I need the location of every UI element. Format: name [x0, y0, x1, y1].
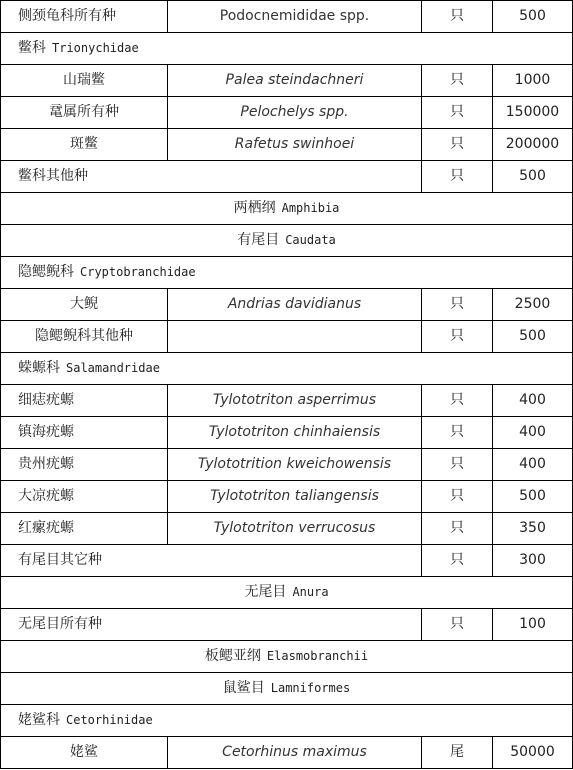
value-cell: 200000: [493, 129, 573, 161]
common-name-cell: 大鲵: [1, 289, 168, 321]
unit-cell: 只: [422, 545, 493, 577]
taxon-heading-cell: [1, 641, 573, 673]
table-row: [1, 481, 573, 513]
unit-cell: 尾: [422, 737, 493, 769]
family-header-cell: [1, 353, 573, 385]
scientific-name-cell: [168, 321, 422, 353]
table-row: [1, 353, 573, 385]
unit-cell: 只: [422, 97, 493, 129]
unit-cell: 只: [422, 385, 493, 417]
table-row: [1, 417, 573, 449]
scientific-name-cell: Tylototriton chinhaiensis: [168, 417, 422, 449]
unit-cell: 只: [422, 289, 493, 321]
value-cell: 500: [493, 321, 573, 353]
taxon-latin-name: Elasmobranchii: [266, 649, 369, 663]
common-name-cell: 隐鳃鲵科其他种: [1, 321, 168, 353]
common-name-cell: 侧颈龟科所有种: [1, 1, 168, 33]
taxon-latin-name: Caudata: [285, 233, 336, 247]
taxon-latin-name: Anura: [292, 585, 329, 599]
value-cell: 100: [493, 609, 573, 641]
taxon-chinese-name: 隐鳃鲵科: [18, 264, 74, 280]
unit-cell: 只: [422, 449, 493, 481]
taxon-latin-name: Cetorhinidae: [66, 713, 153, 727]
taxon-chinese-name: 鼠鲨目: [222, 680, 265, 696]
table-row: [1, 65, 573, 97]
scientific-name-cell: Podocnemididae spp.: [168, 1, 422, 33]
taxon-latin-name: Lamniformes: [270, 681, 351, 695]
value-cell: 400: [493, 417, 573, 449]
table-row: [1, 225, 573, 257]
value-cell: 150000: [493, 97, 573, 129]
scientific-name-cell: Tylototrition kweichowensis: [168, 449, 422, 481]
common-name-cell: 红瘰疣螈: [1, 513, 168, 545]
unit-cell: 只: [422, 129, 493, 161]
table-row: [1, 737, 573, 769]
scientific-name-cell: Andrias davidianus: [168, 289, 422, 321]
scientific-name-cell: Cetorhinus maximus: [168, 737, 422, 769]
table-row: [1, 705, 573, 737]
scientific-name-cell: Tylototriton asperrimus: [168, 385, 422, 417]
unit-cell: 只: [422, 1, 493, 33]
table-row: [1, 193, 573, 225]
table-row: [1, 385, 573, 417]
value-cell: 500: [493, 481, 573, 513]
unit-cell: 只: [422, 321, 493, 353]
taxon-latin-name: Trionychidae: [52, 41, 139, 55]
scientific-name-cell: Pelochelys spp.: [168, 97, 422, 129]
value-cell: 350: [493, 513, 573, 545]
common-name-cell: 姥鲨: [1, 737, 168, 769]
table-row: [1, 673, 573, 705]
taxon-heading-cell: [1, 577, 573, 609]
common-name-cell: 镇海疣螈: [1, 417, 168, 449]
value-cell: 500: [493, 1, 573, 33]
taxon-heading-cell: [1, 193, 573, 225]
taxon-heading-cell: [1, 673, 573, 705]
scientific-name-cell: Tylototriton taliangensis: [168, 481, 422, 513]
value-cell: 400: [493, 385, 573, 417]
value-cell: 400: [493, 449, 573, 481]
scientific-name-cell: Rafetus swinhoei: [168, 129, 422, 161]
unit-cell: 只: [422, 609, 493, 641]
table-row: [1, 577, 573, 609]
table-row: [1, 641, 573, 673]
common-name-cell: 细痣疣螈: [1, 385, 168, 417]
common-name-cell: 大凉疣螈: [1, 481, 168, 513]
value-cell: 2500: [493, 289, 573, 321]
value-cell: 500: [493, 161, 573, 193]
table-row: [1, 33, 573, 65]
common-name-cell: 斑鳖: [1, 129, 168, 161]
unit-cell: 只: [422, 65, 493, 97]
taxon-chinese-name: 板鳃亚纲: [204, 648, 261, 664]
common-name-cell: 鳖科其他种: [1, 161, 422, 193]
table-row: [1, 513, 573, 545]
taxon-chinese-name: 姥鲨科: [18, 712, 60, 728]
common-name-cell: 有尾目其它种: [1, 545, 422, 577]
common-name-cell: 鼋属所有种: [1, 97, 168, 129]
taxon-latin-name: Amphibia: [281, 201, 340, 215]
taxon-chinese-name: 鳖科: [18, 40, 46, 56]
common-name-cell: 山瑞鳖: [1, 65, 168, 97]
family-header-cell: [1, 33, 573, 65]
common-name-cell: 贵州疣螈: [1, 449, 168, 481]
table-body: [1, 1, 573, 769]
table-row: [1, 321, 573, 353]
taxon-heading-cell: [1, 225, 573, 257]
unit-cell: 只: [422, 513, 493, 545]
scientific-name-cell: Palea steindachneri: [168, 65, 422, 97]
unit-cell: 只: [422, 417, 493, 449]
table-row: [1, 545, 573, 577]
table-row: [1, 449, 573, 481]
taxon-latin-name: Salamandridae: [66, 361, 160, 375]
table-row: [1, 97, 573, 129]
table-row: [1, 1, 573, 33]
value-cell: 1000: [493, 65, 573, 97]
table-row: [1, 161, 573, 193]
taxon-chinese-name: 无尾目: [244, 584, 287, 600]
unit-cell: 只: [422, 161, 493, 193]
family-header-cell: [1, 705, 573, 737]
common-name-cell: 无尾目所有种: [1, 609, 422, 641]
taxon-latin-name: Cryptobranchidae: [80, 265, 196, 279]
taxon-chinese-name: 两栖纲: [233, 200, 276, 216]
taxon-chinese-name: 蝾螈科: [18, 360, 60, 376]
value-cell: 50000: [493, 737, 573, 769]
table-row: [1, 129, 573, 161]
taxon-chinese-name: 有尾目: [237, 232, 280, 248]
unit-cell: 只: [422, 481, 493, 513]
table-row: [1, 257, 573, 289]
value-cell: 300: [493, 545, 573, 577]
table-row: [1, 609, 573, 641]
scientific-name-cell: Tylototriton verrucosus: [168, 513, 422, 545]
family-header-cell: [1, 257, 573, 289]
table-row: [1, 289, 573, 321]
